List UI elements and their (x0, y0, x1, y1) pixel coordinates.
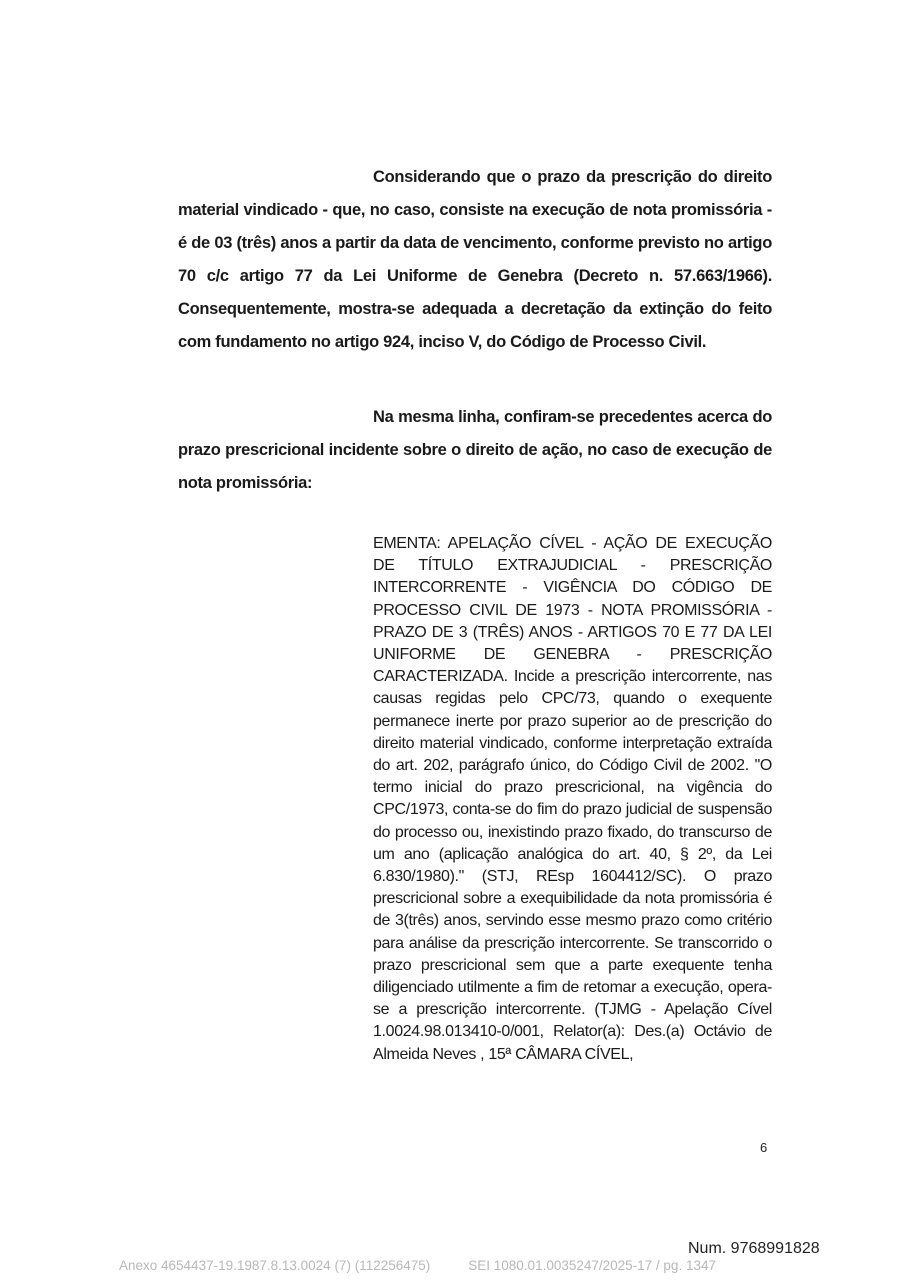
footer-sei: SEI 1080.01.0035247/2025-17 / pg. 1347 (468, 1258, 716, 1273)
body-paragraph-precedents: Na mesma linha, confiram-se precedentes acerca do prazo prescricional incidente sobre o direito de ação, no caso de execução de nota promissória: (178, 408, 772, 492)
jurisprudence-citation: EMENTA: APELAÇÃO CÍVEL - AÇÃO DE EXECUÇÃO DE TÍTULO EXTRAJUDICIAL - PRESCRIÇÃO INTERCORRENTE - VIGÊNCIA DO CÓDIGO DE PROCESSO CIVIL DE 1973 - NOTA PROMISSÓRIA - PRAZO DE 3 (TRÊS) ANOS - ARTIGOS 70 E 77 DA LEI UNIFORME DE GENEBRA - PRESCRIÇÃO CARACTERIZADA. Incide a prescrição intercorrente, nas causas regidas pelo CPC/73, quando o exequente permanece inerte por prazo superior ao de prescrição do direito material vindicado, conforme interpretação extraída do art. 202, parágrafo único, do Código Civil de 2002. "O termo inicial do prazo prescricional, na vigência do CPC/1973, conta-se do fim do prazo judicial de suspensão do processo ou, inexistindo prazo fixado, do transcurso de um ano (aplicação analógica do art. 40, § 2º, da Lei 6.830/1980)." (STJ, REsp 1604412/SC). O prazo prescricional sobre a exequibilidade da nota promissória é de 3(três) anos, servindo esse mesmo prazo como critério para análise da prescrição intercorrente. Se transcorrido o prazo prescricional sem que a parte exequente tenha diligenciado utilmente a fim de retomar a execução, opera-se a prescrição intercorrente. (TJMG - Apelação Cível 1.0024.98.013410-0/001, Relator(a): Des.(a) Octávio de Almeida Neves , 15ª CÂMARA CÍVEL, (373, 535, 772, 1063)
footer-stamp (119, 1258, 799, 1273)
body-paragraph-prescription: Considerando que o prazo da prescrição do direito material vindicado - que, no caso, consiste na execução de nota promissória - é de 03 (três) anos a partir da data de vencimento, conforme previsto no artigo 70 c/c artigo 77 da Lei Uniforme de Genebra (Decreto n. 57.663/1966). Consequentemente, mostra-se adequada a decretação da extinção do feito com fundamento no artigo 924, inciso V, do Código de Processo Civil. (178, 168, 772, 351)
page-number: 6 (760, 1140, 768, 1155)
footer-annex: Anexo 4654437-19.1987.8.13.0024 (7) (112256475) (119, 1258, 431, 1273)
document-number: Num. 9768991828 (688, 1240, 820, 1257)
